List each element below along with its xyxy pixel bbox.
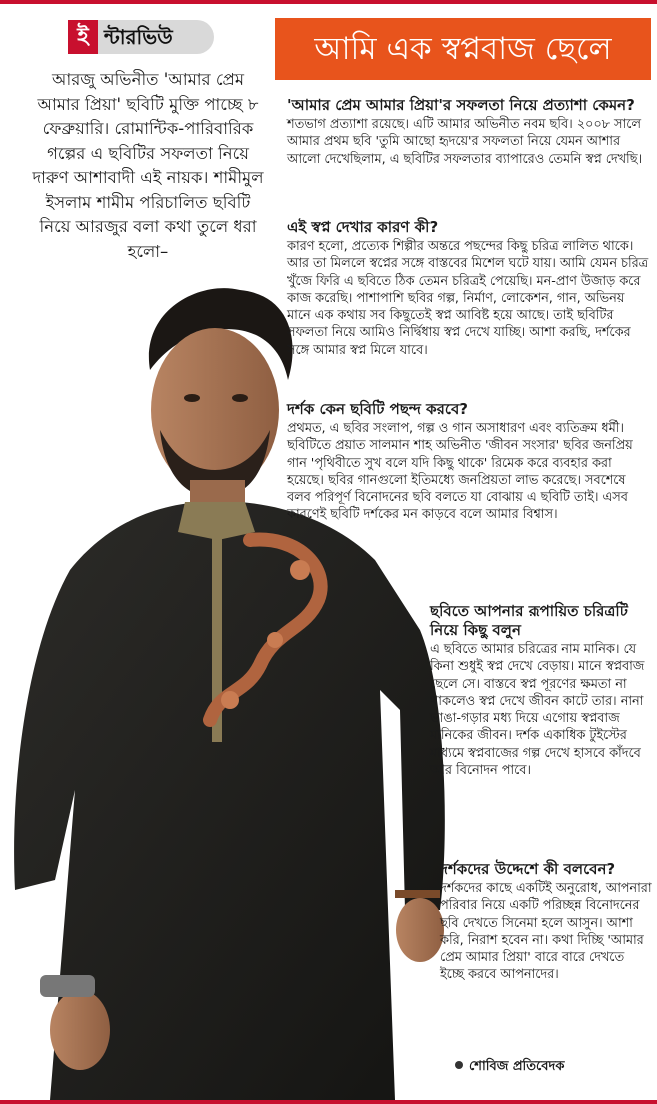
qa-block-audience-like <box>287 400 649 524</box>
bullet-icon <box>455 1061 463 1069</box>
question-heading: দর্শক কেন ছবিটি পছন্দ করবে? <box>287 400 468 418</box>
question-heading: 'আমার প্রেম আমার প্রিয়া'র সফলতা নিয়ে প্রত্যাশা কেমন? <box>287 96 635 114</box>
headline: আমি এক স্বপ্নবাজ ছেলে <box>275 18 651 80</box>
qa-block-expectation <box>287 96 649 168</box>
qa-block-dream-reason <box>287 218 649 359</box>
answer-paragraph: প্রথমত, এ ছবির সংলাপ, গল্প ও গান অসাধারণ এবং ব্যতিক্রম ধর্মী। ছবিটিতে প্রয়াত সালমান শাহ অভিনীত 'জীবন সংসার' ছবির জনপ্রিয় গান 'পৃথিবীতে সুখ বলে যদি কিছু থাকে' রিমেক করে ব্যবহার করা হয়েছে। ছবির গানগুলো ইতিমধ্যে জনপ্রিয়তা লাভ করেছে। সবশেষে বলব পরিপূর্ণ বিনোদনের ছবি বলতে যা বোঝায় এ ছবিটি তাই। এসব কারণেই ছবিটি দর্শকের মন কাড়বে বলে আমার বিশ্বাস। <box>287 421 633 523</box>
answer-paragraph: দর্শকদের কাছে একটিই অনুরোধ, আপনারা পরিবার নিয়ে একটি পরিচ্ছন্ন বিনোদনের ছবি দেখতে সিনেমা হলে আসুন। আশা করি, নিরাশ হবেন না। কথা দিচ্ছি 'আমার প্রেম আমার প্রিয়া' বারে বারে দেখতে ইচ্ছে করবে আপনাদের। <box>440 881 652 983</box>
intro-paragraph: আরজু অভিনীত 'আমার প্রেম আমার প্রিয়া' ছবিটি মুক্তি পাচ্ছে ৮ ফেব্রুয়ারি। রোমান্টিক-পারিবারিক গল্পের এ ছবিটির সফলতা নিয়ে দারুণ আশাবাদী এই নায়ক। শামীমুল ইসলাম শামীম পরিচালিত ছবিটি নিয়ে আরজুর বলা কথা তুলে ধরা হলো– <box>32 70 264 261</box>
reporter-name: শোবিজ প্রতিবেদক <box>469 1059 565 1074</box>
qa-block-message <box>440 860 652 984</box>
section-tag-initial: ই <box>68 20 98 54</box>
answer-paragraph: শতভাগ প্রত্যাশা রয়েছে। এটি আমার অভিনীত নবম ছবি। ২০০৮ সালে আমার প্রথম ছবি 'তুমি আছো হৃদয়ে'র সফলতা নিয়ে যেমন আশার আলো দেখেছিলাম, এ ছবিটির সফলতার ব্যাপারেও তেমনি স্বপ্ন দেখছি। <box>287 117 643 167</box>
reporter-byline <box>455 1058 645 1076</box>
top-red-rule <box>0 0 657 4</box>
question-heading: ছবিতে আপনার রূপায়িত চরিত্রটি নিয়ে কিছু বলুন <box>430 602 628 639</box>
question-heading: দর্শকদের উদ্দেশে কী বলবেন? <box>440 860 616 878</box>
answer-paragraph: এ ছবিতে আমার চরিত্রের নাম মানিক। যে কিনা শুধুই স্বপ্ন দেখে বেড়ায়। মানে স্বপ্নবাজ ছেলে সে। বাস্তবে স্বপ্ন পূরণের ক্ষমতা না থাকলেও স্বপ্ন দেখে জীবন কাটে তার। নানা ভাঙা-গড়ার মধ্য দিয়ে এগোয় স্বপ্নবাজ মানিকের জীবন। দর্শক একাধিক টুইস্টের মাধ্যমে স্বপ্নবাজের গল্প দেখে হাসবে কাঁদবে আর বিনোদন পাবে। <box>430 642 645 779</box>
qa-block-character <box>430 602 652 779</box>
section-tag-interview <box>68 20 218 54</box>
actor-photo <box>0 270 470 1100</box>
bottom-red-rule <box>0 1100 657 1104</box>
answer-paragraph: কারণ হলো, প্রত্যেক শিল্পীর অন্তরে পছন্দের কিছু চরিত্র লালিত থাকে। আর তা মিললে স্বপ্নের সঙ্গে বাস্তবের মিশেল ঘটে যায়। আমি যেমন চরিত্র খুঁজে ফিরি এ ছবিতে ঠিক তেমন চরিত্রই পেয়েছি। মন-প্রাণ উজাড় করে কাজ করেছি। পাশাপাশি ছবির গল্প, নির্মাণ, লোকেশন, গান, অভিনয় মানে এক কথায় সব কিছুতেই স্বপ্ন আবিষ্ট হয়ে আছে। তাই ছবিটির সফলতা নিয়ে আমিও নির্দ্বিধায় স্বপ্ন দেখে যাচ্ছি। আশা করছি, দর্শকের সঙ্গে আমার স্বপ্ন মিলে যাবে। <box>287 239 649 358</box>
question-heading: এই স্বপ্ন দেখার কারণ কী? <box>287 218 439 236</box>
section-tag-label: ন্টারভিউ <box>98 20 214 54</box>
